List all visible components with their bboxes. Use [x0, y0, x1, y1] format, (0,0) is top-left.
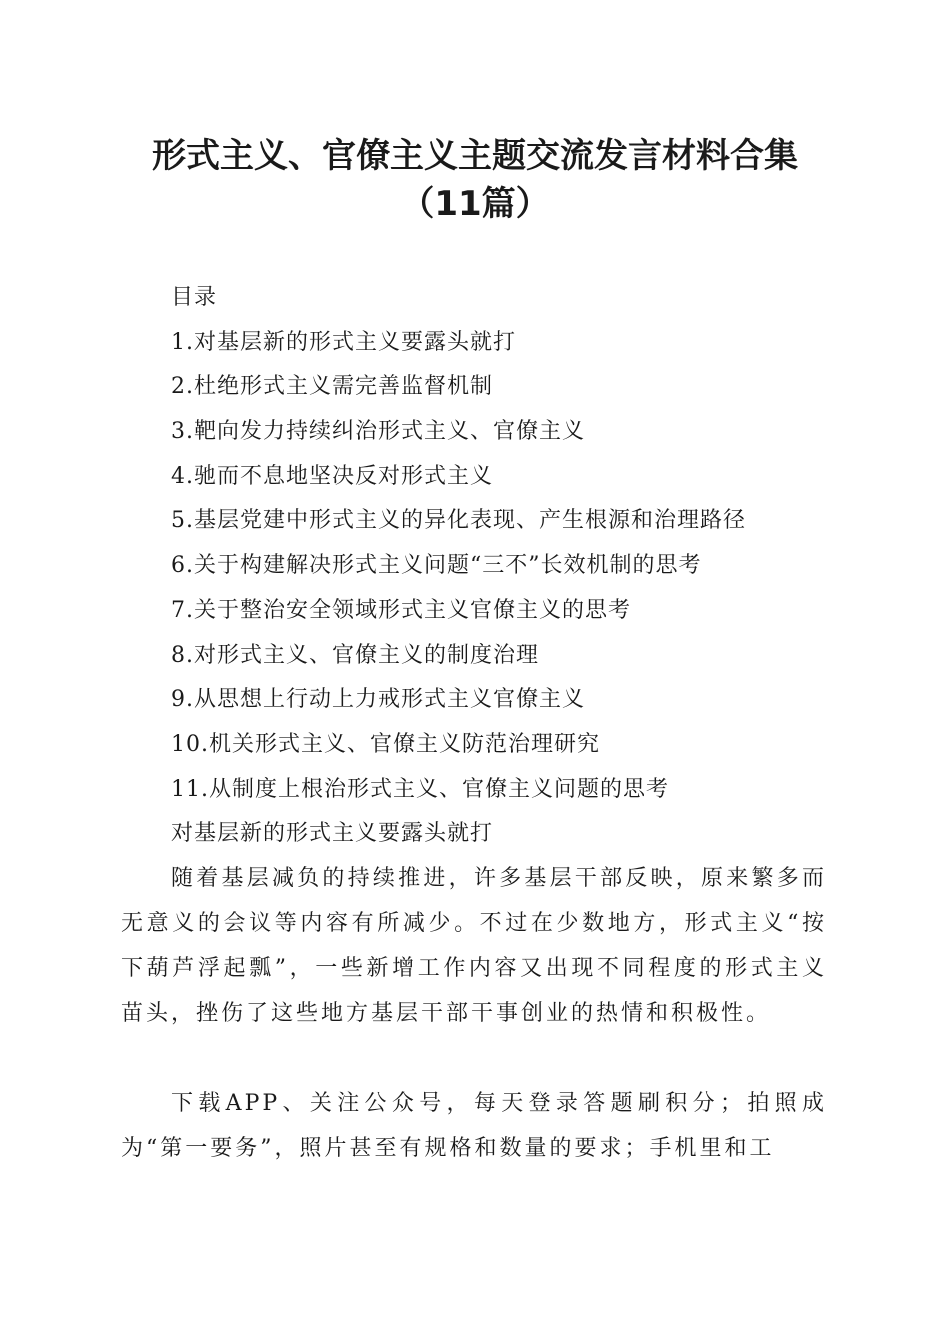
toc-item: 1.对基层新的形式主义要露头就打 [171, 329, 516, 355]
toc-item: 7.关于整治安全领域形式主义官僚主义的思考 [171, 597, 631, 623]
toc-item: 11.从制度上根治形式主义、官僚主义问题的思考 [171, 776, 669, 802]
title-line-1: 形式主义、官僚主义主题交流发言材料合集 [152, 136, 798, 176]
toc-item: 2.杜绝形式主义需完善监督机制 [171, 374, 493, 400]
title-line-2: （11篇） [400, 184, 550, 224]
toc-heading: 目录 [171, 285, 218, 310]
document-title [100, 132, 850, 228]
toc-item: 6.关于构建解决形式主义问题“三不”长效机制的思考 [171, 553, 702, 579]
toc-item: 10.机关形式主义、官僚主义防范治理研究 [171, 731, 600, 757]
body-paragraph: 随着基层减负的持续推进，许多基层干部反映，原来繁多而无意义的会议等内容有所减少。不过在少数地方，形式主义“按下葫芦浮起瓢”，一些新增工作内容又出现不同程度的形式主义苗头，挫伤了这些地方基层干部干事创业的热情和积极性。 [121, 866, 827, 1026]
toc-item: 3.靶向发力持续纠治形式主义、官僚主义 [171, 419, 585, 445]
table-of-contents [171, 276, 851, 812]
body-paragraph: 下载APP、关注公众号，每天登录答题刷积分；拍照成为“第一要务”，照片甚至有规格和数量的要求；手机里和工 [121, 1091, 827, 1161]
toc-item: 4.驰而不息地坚决反对形式主义 [171, 463, 493, 489]
toc-item: 5.基层党建中形式主义的异化表现、产生根源和治理路径 [171, 508, 746, 534]
section-heading: 对基层新的形式主义要露头就打 [171, 821, 494, 846]
toc-item: 9.从思想上行动上力戒形式主义官僚主义 [171, 687, 585, 713]
toc-item: 8.对形式主义、官僚主义的制度治理 [171, 642, 539, 668]
